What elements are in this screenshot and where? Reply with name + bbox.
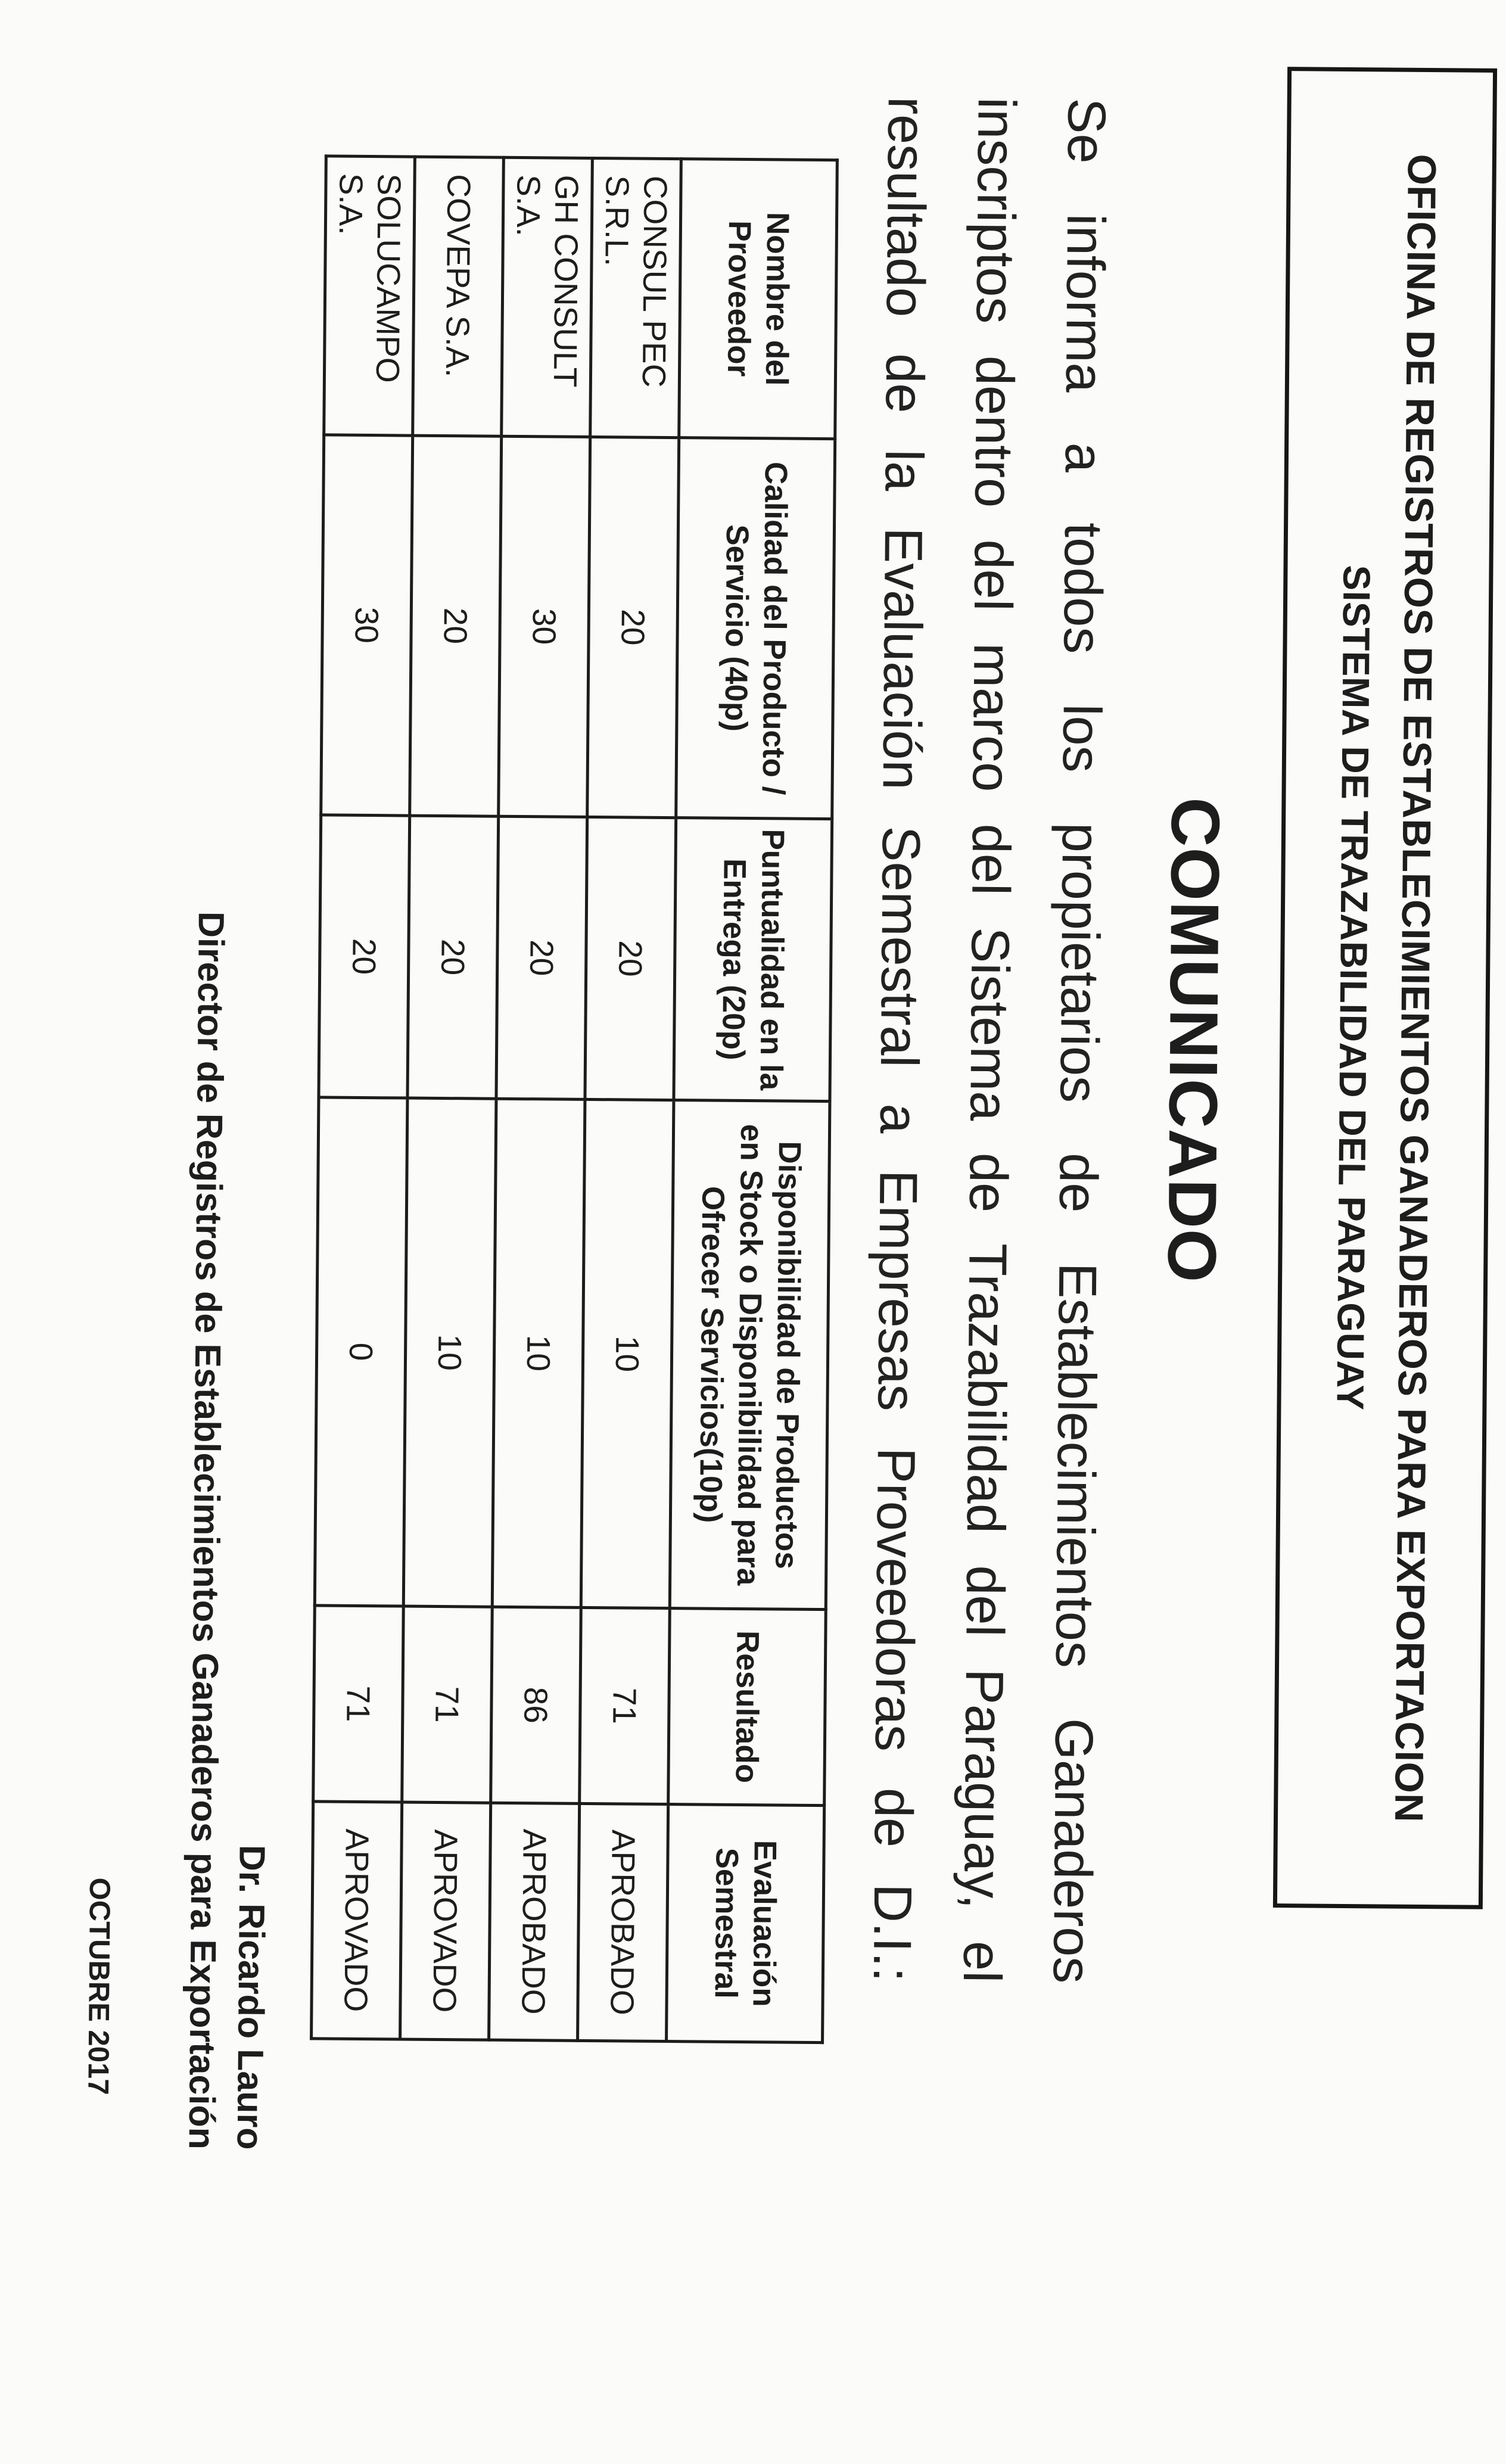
value-cell: 20 xyxy=(496,816,587,1099)
signature-name: Dr. Ricardo Lauro xyxy=(229,1844,273,2150)
value-cell: APROBADO xyxy=(489,1803,580,2040)
table-header-cell: Disponibilidad de Productos en Stock o Disponibilidad para Ofrecer Servicios(10p) xyxy=(670,1100,830,1610)
table-header-cell: Resultado xyxy=(668,1609,826,1806)
value-cell: 86 xyxy=(491,1607,581,1803)
value-cell: 0 xyxy=(315,1097,407,1606)
signature-role: Director de Registros de Establecimientos Ganaderos para Exportación xyxy=(181,911,232,2150)
provider-name-cell: CONSUL PEC S.R.L. xyxy=(590,158,682,437)
provider-name-cell: GH CONSULT S.A. xyxy=(502,157,593,437)
table-header-cell: Calidad del Producto / Servicio (40p) xyxy=(676,437,835,819)
header-line-2: SISTEMA DE TRAZABILIDAD DEL PARAGUAY xyxy=(1328,565,1379,1411)
value-cell: 20 xyxy=(585,817,676,1100)
results-table-body xyxy=(312,156,682,2042)
paragraph-line: resultado de la Evaluación Semestral a Empresas Proveedoras de D.I.: xyxy=(861,96,936,1983)
value-cell: 71 xyxy=(402,1606,493,1803)
value-cell: 20 xyxy=(319,815,410,1098)
document-date: OCTUBRE 2017 xyxy=(82,1877,116,2095)
table-row xyxy=(489,157,593,2040)
value-cell: APROVADO xyxy=(400,1802,491,2040)
provider-name-cell: SOLUCAMPO S.A. xyxy=(324,156,415,435)
table-row xyxy=(312,156,415,2039)
header-box xyxy=(1273,67,1497,1909)
value-cell: APROVADO xyxy=(312,1802,402,2039)
value-cell: 20 xyxy=(410,435,502,816)
paragraph-line: Se informa a todos los propietarios de Establecimientos Ganaderos xyxy=(1041,98,1116,1984)
table-row xyxy=(400,157,504,2040)
value-cell: 20 xyxy=(407,816,499,1099)
signature-block xyxy=(178,911,284,2150)
value-cell: APROBADO xyxy=(578,1803,668,2041)
table-header-cell: Evaluación Semestral xyxy=(667,1804,824,2042)
value-cell: 10 xyxy=(403,1098,496,1607)
provider-name-cell: COVEPA S.A. xyxy=(413,157,504,436)
value-cell: 71 xyxy=(580,1608,670,1805)
table-header-cell: Puntualidad en la Entrega (20p) xyxy=(674,818,832,1102)
value-cell: 30 xyxy=(499,436,590,817)
body-paragraph xyxy=(847,97,1131,1984)
value-cell: 71 xyxy=(313,1606,404,1802)
value-cell: 10 xyxy=(492,1099,585,1607)
value-cell: 30 xyxy=(321,435,413,816)
header-line-1: OFICINA DE REGISTROS DE ESTABLECIMIENTOS GANADEROS PARA EXPORTACION xyxy=(1386,154,1445,1823)
value-cell: 20 xyxy=(587,437,679,817)
page-title: COMUNICADO xyxy=(1153,797,1234,1283)
table-header-row xyxy=(667,159,838,2043)
evaluation-table xyxy=(310,154,839,2044)
value-cell: 10 xyxy=(581,1099,674,1608)
paragraph-line: inscriptos dentro del marco del Sistema de Trazabilidad del Paraguay, el xyxy=(951,97,1026,1983)
table-header-cell: Nombre del Proveedor xyxy=(679,159,838,439)
table-row xyxy=(578,158,682,2041)
